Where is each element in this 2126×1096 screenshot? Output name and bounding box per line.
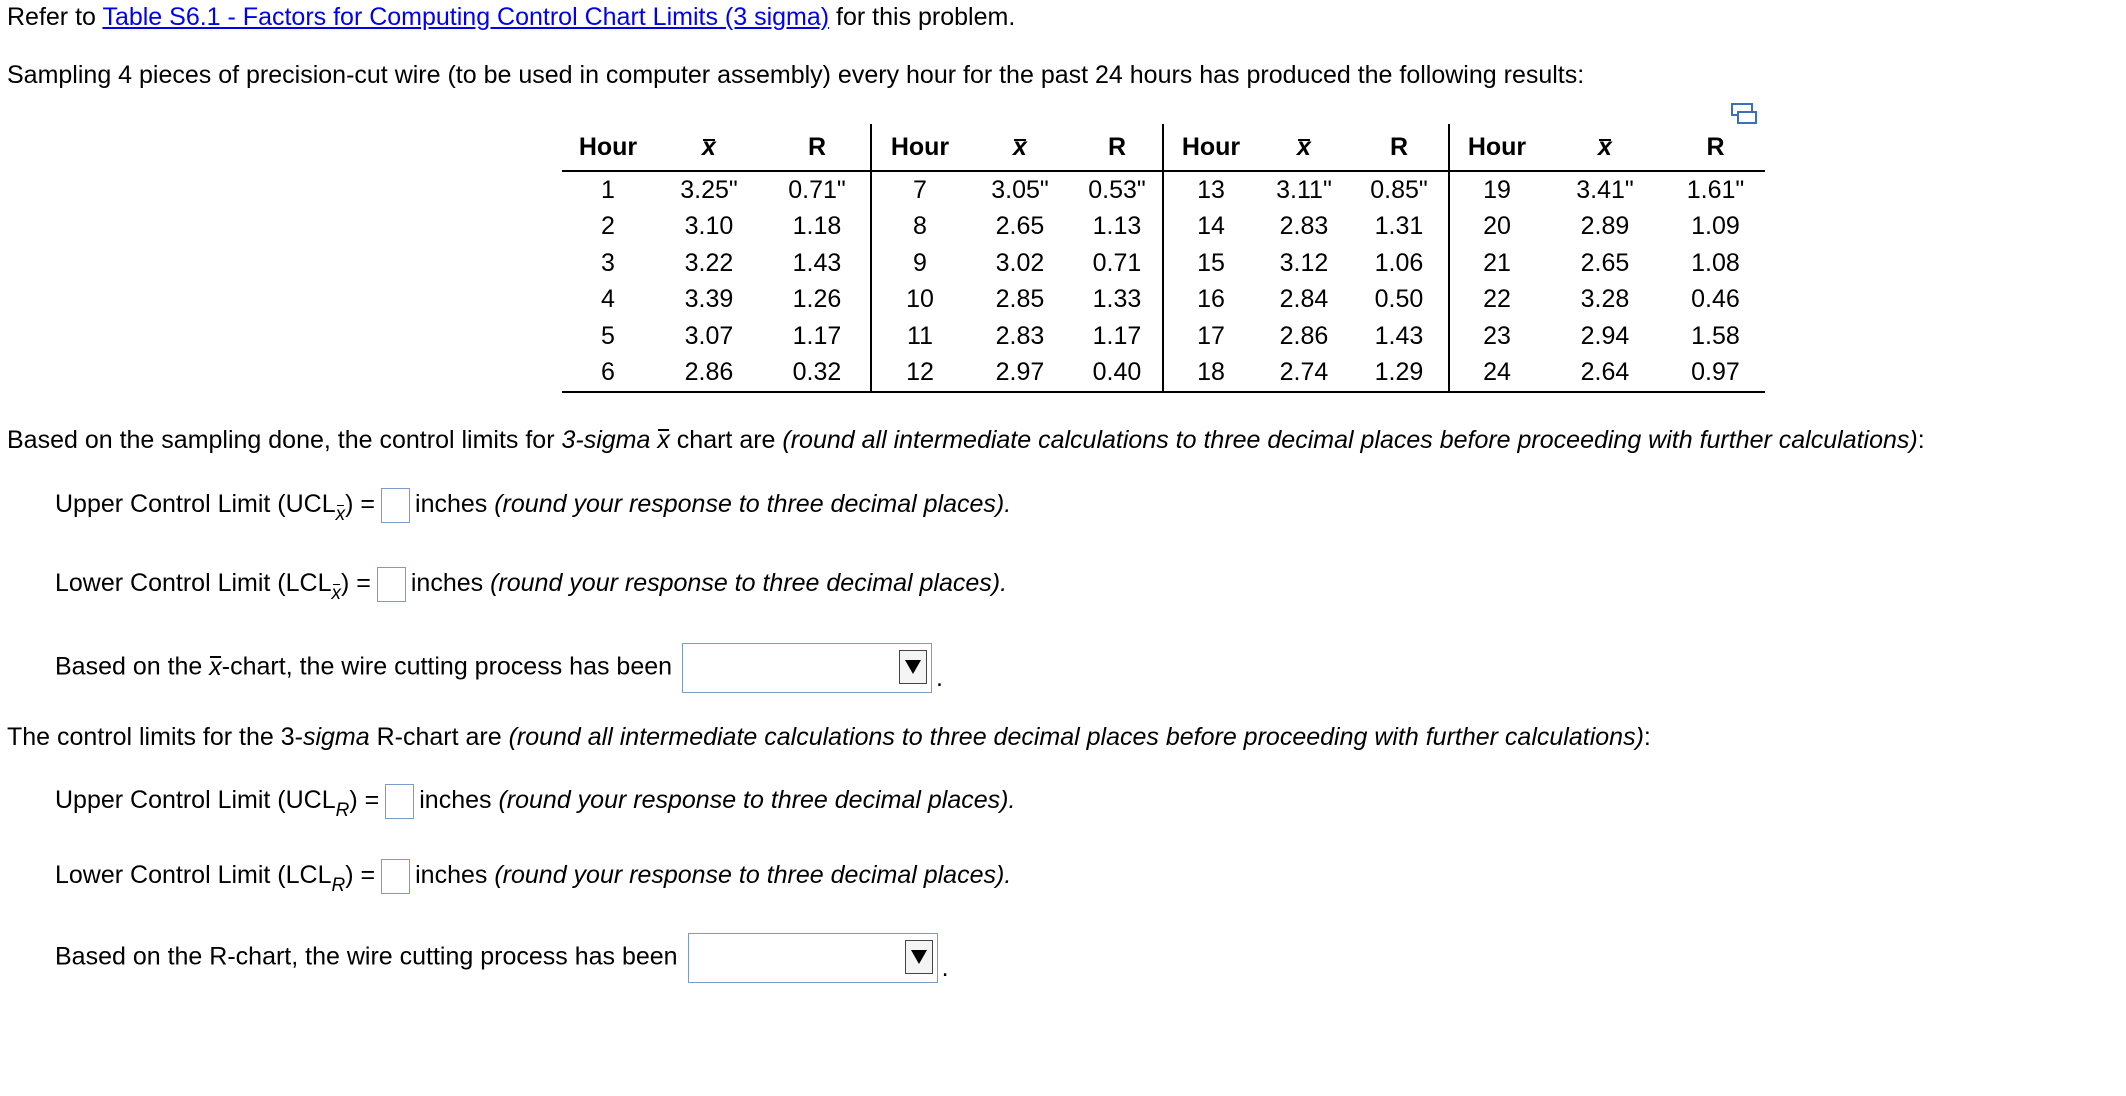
cell-hour: 1 bbox=[601, 175, 615, 204]
cell-xbar: 3.07 bbox=[684, 321, 734, 350]
ucl-xbar-label: Upper Control Limit (UCL bbox=[55, 490, 336, 519]
cell-xbar: 3.25" bbox=[680, 175, 738, 204]
cell-hour: 11 bbox=[871, 318, 968, 355]
round-note: (round your response to three decimal places). bbox=[494, 490, 1012, 519]
cell-range: 1.29 bbox=[1350, 355, 1449, 393]
lcl-r-label: Lower Control Limit (LCL bbox=[55, 861, 332, 890]
cell-xbar: 3.41" bbox=[1576, 175, 1634, 204]
cell-xbar: 2.86 bbox=[1279, 321, 1329, 350]
cell-range: 0.40 bbox=[1072, 355, 1163, 393]
intro-suffix: for this problem. bbox=[829, 3, 1016, 31]
cell-range: 1.26 bbox=[792, 285, 842, 314]
cell-range: 1.06 bbox=[1374, 248, 1424, 277]
cell-xbar: 2.83 bbox=[1279, 212, 1329, 241]
cell-xbar: 3.11" bbox=[1276, 175, 1332, 204]
col-xbar: x bbox=[1258, 124, 1350, 171]
lcl-r-input[interactable] bbox=[381, 859, 410, 894]
ucl-xbar-input[interactable] bbox=[381, 488, 410, 523]
cell-hour: 9 bbox=[871, 245, 968, 282]
cell-hour: 6 bbox=[562, 355, 654, 393]
cell-range: 1.17 bbox=[792, 321, 842, 350]
xbar-subscript: x bbox=[331, 583, 341, 605]
cell-range: 0.71 bbox=[1092, 248, 1142, 277]
cell-xbar: 3.39 bbox=[684, 285, 734, 314]
cell-xbar: 2.94 bbox=[1580, 321, 1630, 350]
ucl-r-input[interactable] bbox=[385, 784, 414, 819]
xbar-symbol: x bbox=[209, 652, 222, 681]
xbar-prompt-round-note: (round all intermediate calculations to three decimal places before proceeding with further calculations) bbox=[782, 426, 1918, 454]
cell-xbar: 3.28 bbox=[1580, 285, 1630, 314]
cell-hour: 12 bbox=[871, 355, 968, 393]
r-prompt-text: The control limits for the 3- bbox=[7, 723, 303, 751]
table-row bbox=[562, 171, 1765, 209]
r-subscript: R bbox=[335, 800, 350, 822]
ucl-xbar-row bbox=[55, 488, 1012, 526]
cell-hour: 17 bbox=[1163, 318, 1258, 355]
xbar-prompt-text: chart are bbox=[669, 426, 783, 454]
period: . bbox=[936, 664, 943, 692]
cell-range: 1.61" bbox=[1686, 175, 1745, 204]
cell-xbar: 2.65 bbox=[1580, 248, 1630, 277]
col-range: R bbox=[1350, 124, 1449, 171]
col-range: R bbox=[1666, 124, 1765, 171]
cell-hour: 4 bbox=[601, 285, 615, 314]
lcl-xbar-input[interactable] bbox=[377, 567, 406, 602]
equals-sign: ) = bbox=[345, 490, 376, 519]
r-process-text: Based on the R-chart, the wire cutting process has been bbox=[55, 942, 678, 971]
col-xbar: x bbox=[968, 124, 1072, 171]
table-row bbox=[562, 355, 1765, 393]
cell-hour: 22 bbox=[1449, 282, 1544, 319]
cell-xbar: 3.12 bbox=[1279, 248, 1329, 277]
cell-xbar: 3.05" bbox=[991, 175, 1049, 204]
cell-xbar: 2.85 bbox=[995, 285, 1045, 314]
cell-range: 0.97 bbox=[1666, 355, 1765, 393]
cell-range: 0.50 bbox=[1374, 285, 1424, 314]
cell-xbar: 2.65 bbox=[995, 212, 1045, 241]
lcl-r-row bbox=[55, 859, 1012, 897]
r-process-dropdown[interactable] bbox=[688, 933, 938, 983]
unit-label: inches bbox=[415, 490, 488, 519]
xbar-process-row bbox=[55, 643, 943, 693]
dropdown-arrow-icon[interactable] bbox=[905, 940, 933, 974]
cell-range: 1.17 bbox=[1092, 321, 1142, 350]
xbar-symbol: x bbox=[657, 426, 670, 454]
xbar-process-text: -chart, the wire cutting process has been bbox=[221, 652, 673, 681]
xbar-prompt-text: Based on the sampling done, the control limits for bbox=[7, 426, 562, 454]
r-prompt-text: R-chart are bbox=[369, 723, 509, 751]
xbar-process-dropdown[interactable] bbox=[682, 643, 932, 693]
cell-hour: 8 bbox=[871, 209, 968, 246]
xbar-subscript: x bbox=[335, 504, 346, 526]
equals-sign: ) = bbox=[345, 861, 376, 890]
table-row bbox=[562, 318, 1765, 355]
lcl-xbar-label: Lower Control Limit (LCL bbox=[55, 569, 332, 598]
ucl-r-row bbox=[55, 784, 1016, 822]
sample-data-table bbox=[562, 124, 1765, 393]
cell-range: 0.71" bbox=[788, 175, 846, 204]
cell-xbar: 3.22 bbox=[684, 248, 734, 277]
cell-hour: 23 bbox=[1449, 318, 1544, 355]
equals-sign: ) = bbox=[341, 569, 371, 598]
round-note: (round your response to three decimal places). bbox=[494, 861, 1012, 890]
xbar-chart-prompt bbox=[7, 426, 1925, 455]
r-chart-prompt bbox=[7, 723, 1651, 752]
cell-xbar: 2.74 bbox=[1258, 355, 1350, 393]
r-subscript: R bbox=[331, 875, 346, 897]
cell-xbar: 2.84 bbox=[1279, 285, 1329, 314]
cell-range: 0.32 bbox=[764, 355, 871, 393]
table-row bbox=[562, 209, 1765, 246]
unit-label: inches bbox=[410, 569, 484, 598]
cell-xbar: 3.02 bbox=[995, 248, 1045, 277]
cell-hour: 7 bbox=[871, 171, 968, 209]
cell-range: 0.85" bbox=[1370, 175, 1428, 204]
cell-hour: 14 bbox=[1163, 209, 1258, 246]
cell-hour: 20 bbox=[1449, 209, 1544, 246]
cell-range: 1.43 bbox=[1374, 321, 1424, 350]
cell-xbar: 2.64 bbox=[1544, 355, 1666, 393]
copy-table-icon[interactable] bbox=[1730, 102, 1758, 126]
xbar-prompt-sigma: 3-sigma bbox=[561, 426, 651, 454]
r-prompt-colon: : bbox=[1643, 723, 1651, 751]
xbar-process-text: Based on the bbox=[55, 652, 210, 681]
cell-hour: 5 bbox=[601, 321, 615, 350]
col-range: R bbox=[764, 124, 871, 171]
intro-line bbox=[7, 3, 1015, 32]
round-note: (round your response to three decimal places). bbox=[498, 786, 1016, 815]
cell-range: 0.53" bbox=[1088, 175, 1146, 204]
cell-range: 1.43 bbox=[792, 248, 842, 277]
table-row bbox=[562, 282, 1765, 319]
cell-hour: 10 bbox=[871, 282, 968, 319]
cell-xbar: 3.10 bbox=[684, 212, 734, 241]
problem-statement: Sampling 4 pieces of precision-cut wire (to be used in computer assembly) every hour for the past 24 hours has produced the following results: bbox=[7, 61, 1585, 89]
cell-range: 1.08 bbox=[1691, 248, 1740, 277]
col-range: R bbox=[1072, 124, 1163, 171]
col-xbar: x bbox=[1544, 124, 1666, 171]
table-header-row bbox=[562, 124, 1765, 171]
col-xbar: x bbox=[654, 124, 764, 171]
cell-hour: 18 bbox=[1163, 355, 1258, 393]
equals-sign: ) = bbox=[349, 786, 380, 815]
xbar-prompt-colon: : bbox=[1917, 426, 1925, 454]
round-note: (round your response to three decimal places). bbox=[490, 569, 1008, 598]
cell-range: 1.31 bbox=[1374, 212, 1424, 241]
cell-hour: 19 bbox=[1449, 171, 1544, 209]
cell-hour: 2 bbox=[601, 212, 615, 241]
col-hour: Hour bbox=[1449, 124, 1544, 171]
col-hour: Hour bbox=[1163, 124, 1258, 171]
cell-xbar: 2.86 bbox=[654, 355, 764, 393]
cell-range: 1.09 bbox=[1691, 212, 1740, 241]
dropdown-arrow-icon[interactable] bbox=[899, 650, 927, 684]
cell-range: 0.46 bbox=[1691, 285, 1740, 314]
cell-xbar: 2.89 bbox=[1580, 212, 1630, 241]
unit-label: inches bbox=[419, 786, 492, 815]
col-hour: Hour bbox=[871, 124, 968, 171]
unit-label: inches bbox=[415, 861, 488, 890]
cell-xbar: 2.97 bbox=[968, 355, 1072, 393]
cell-hour: 24 bbox=[1449, 355, 1544, 393]
cell-range: 1.13 bbox=[1092, 212, 1142, 241]
cell-hour: 16 bbox=[1163, 282, 1258, 319]
cell-hour: 15 bbox=[1163, 245, 1258, 282]
period: . bbox=[941, 954, 949, 982]
cell-range: 1.33 bbox=[1092, 285, 1142, 314]
col-hour: Hour bbox=[562, 124, 654, 171]
cell-hour: 13 bbox=[1163, 171, 1258, 209]
cell-hour: 21 bbox=[1449, 245, 1544, 282]
r-prompt-round-note: (round all intermediate calculations to three decimal places before proceeding with further calculations) bbox=[508, 723, 1644, 751]
cell-range: 1.58 bbox=[1691, 321, 1740, 350]
ucl-r-label: Upper Control Limit (UCL bbox=[55, 786, 336, 815]
cell-xbar: 2.83 bbox=[995, 321, 1045, 350]
table-row bbox=[562, 245, 1765, 282]
r-prompt-sigma: sigma bbox=[302, 723, 370, 751]
table-s6-1-link[interactable]: Table S6.1 - Factors for Computing Control Chart Limits (3 sigma) bbox=[102, 3, 830, 31]
r-process-row bbox=[55, 933, 949, 983]
lcl-xbar-row bbox=[55, 567, 1008, 605]
cell-range: 1.18 bbox=[792, 212, 842, 241]
cell-hour: 3 bbox=[601, 248, 615, 277]
intro-prefix: Refer to bbox=[7, 3, 103, 31]
